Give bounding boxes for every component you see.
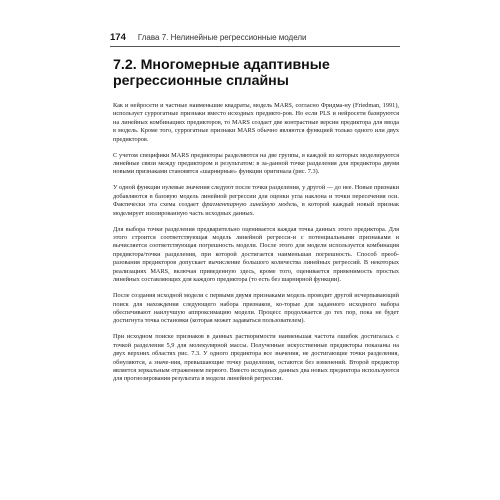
running-header — [110, 32, 400, 47]
page-number: 174 — [110, 32, 126, 43]
paragraph-5: После создания исходной модели с первыми двумя признаками модель проводит другой исчерпывающий поиск для нахождения следующего набора признаков, ко-торые для заданного исходного набора обеспечивают наилучшую аппроксимацию модели. Процесс продолжается до тех пор, пока не будет достигнута точка остановки (которая может задаваться пользователем). — [113, 292, 399, 325]
paragraph-6: При исходном поиске признаков в данных растворимости наименьшая частота ошибок достигалась с точкой разделения 5,9 для молекулярной массы. Полученные искусственные предикторы показаны на двух верхних областях рис. 7.3. У одного предиктора все значения, не достигающие точки разделения, обнуляются, а значе-ния, превышающие точку разделения, остаются без изменений. Второй предиктор является зеркальным отражением первого. Вместо исходных данных два новых предиктора используются для прогнозирования результата в модели линейной регрессии. — [113, 333, 399, 383]
section-heading: 7.2. Многомерные адаптивные регрессионные сплайны — [113, 57, 330, 89]
paragraph-4: Для выбора точки разделения предварительно оценивается каждая точка данных этого предиктора. Для этого строится соответствующая модель линейной регресси-и с потенциальными признаками и вычисляется соответствующая погрешность модели. После этого для модели используется комбинация предиктора/точки разделения, при которой достигается наименьшая погрешность. Способ преоб-разования предикторов допускает вычисление большого количества линейных регрессий. В некоторых реализациях MARS, включая приведенную здесь, кроме того, оценивается применимость простых линейных составляющих для каждого предиктора (то есть без шарнирной функции). — [113, 225, 399, 284]
paragraph-3: У одной функции нулевые значения следуют после точки разделения, у другой — до нее. Новые признаки добавляются в базовую модель линейной регрессии для оценки угла наклона и точки пересечения оси. Фактически эта схема создает фрагментарную линейную модель, в которой каждый новый признак моделирует изолированную часть исходных данных. — [113, 184, 400, 217]
paragraph-2: С учетом специфики MARS предикторы разделяются на две группы, в каждой из которых моделируются линейные связи между предиктором и результатом: в за-данной точке разделения для предиктора двумя новыми признаками становятся «шарнирные» функции оригинала (рис. 7.3). — [113, 151, 399, 176]
emphasis-term: фрагментарную линейную модель — [201, 201, 297, 209]
chapter-title: Глава 7. Нелинейные регрессионные модели — [137, 33, 307, 42]
paragraph-1: Как и нейросети и частные наименьшие квадраты, модель MARS, согласно Фридма-ну (Friedman, 1991), использует суррогатные признаки вместо исходных предикто-ров. Но если PLS и нейросети базируются на линейных комбинациях предикторов, то MARS создает две контрастные версии предиктора для ввода в модель. Кроме того, суррогатные признаки MARS обычно являются функцией только одного или двух предикторов. — [113, 102, 399, 143]
body-text — [113, 102, 399, 391]
